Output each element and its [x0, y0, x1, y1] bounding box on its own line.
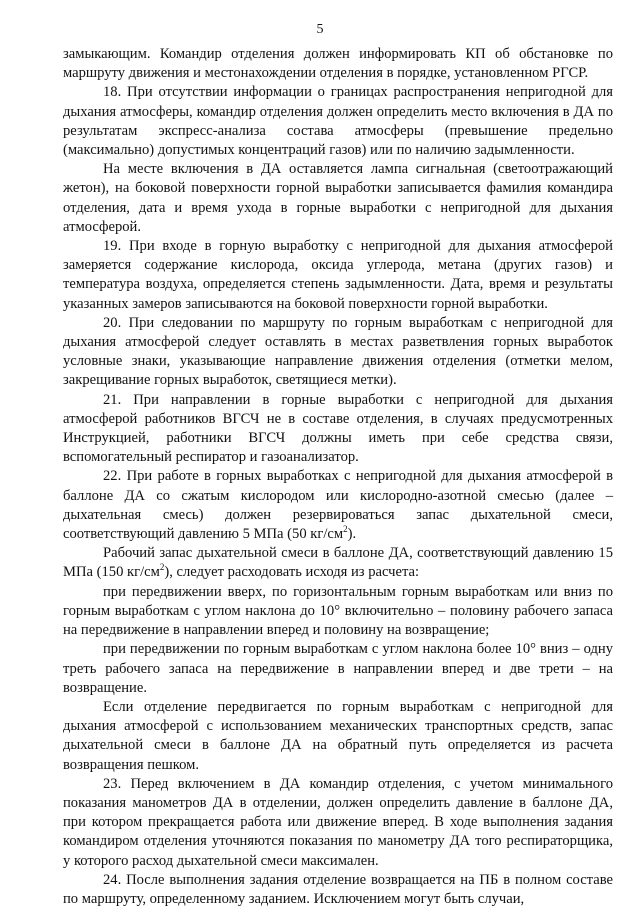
page-number: 5 — [316, 22, 324, 37]
paragraph-text: Если отделение передвигается по горным выработкам с непригодной для дыхания атмосферой с использованием механических транспортных средств, запас дыхательной смеси в баллоне ДА на обратный путь определяется из расчета возвращения пешком. — [63, 698, 613, 773]
paragraph-22-upward-movement — [63, 583, 613, 641]
paragraph-24 — [63, 871, 613, 909]
paragraph-22-working-reserve — [63, 544, 613, 582]
paragraph-text: 18. При отсутствии информации о границах распространения непригодной для дыхания атмосферы, командир отделения должен определить место включения в ДА по результатам экспресс-анализа состава атмосферы (превышение предельно (максимально) допустимых концентраций газов) или по наличию задымленности. — [63, 84, 613, 159]
paragraph-22 — [63, 467, 613, 544]
paragraph-text: 23. Перед включением в ДА командир отделения, с учетом минимального показания манометров ДА в отделении, должен определить давление в баллоне ДА, при котором прекращается работа или движение вперед. В ходе выполнения задания командиром отделения уточняются показания по манометру ДА того респираторщика, у которого расход дыхательной смеси максимален. — [63, 775, 613, 869]
paragraph-18 — [63, 83, 613, 160]
paragraph-22-transport — [63, 698, 613, 775]
paragraph-text: 22. При работе в горных выработках с непригодной для дыхания атмосферой в баллоне ДА со сжатым кислородом или кислородно-азотной смесью (далее – дыхательная смесь) должен резервироваться запас дыхательной смеси, соответствующий давлению 5 МПа (50 кг/см — [63, 468, 613, 543]
paragraph-text: замыкающим. Командир отделения должен информировать КП об обстановке по маршруту движения и местонахождении отделения в порядке, установленном РГСР. — [63, 46, 613, 82]
paragraph-tail: ). — [347, 526, 357, 543]
paragraph-text: 19. При входе в горную выработку с непригодной для дыхания атмосферой замеряется содержание кислорода, оксида углерода, метана (других газов) и температура воздуха, определяется степень задымленности. Дата, время и результаты указанных замеров записываются на боковой поверхности горной выработки. — [63, 238, 613, 312]
paragraph-text: Рабочий запас дыхательной смеси в баллоне ДА, соответствующий давлению 15 МПа (150 кг/см — [63, 545, 613, 581]
superscript: 2 — [343, 524, 348, 535]
superscript: 2 — [159, 562, 165, 573]
paragraph-23 — [63, 775, 613, 871]
paragraph-text: при передвижении вверх, по горизонтальным горным выработкам или вниз по горным выработкам с углом наклона до 10° включительно – половину рабочего запаса на передвижение в направлении вперед и половину на возвращение; — [63, 583, 613, 639]
paragraph-text: 21. При направлении в горные выработки с непригодной для дыхания атмосферой работников ВГСЧ не в составе отделения, в случаях предусмотренных Инструкцией, работники ВГСЧ должны иметь при себе средства связи, вспомогательный респиратор и газоанализатор. — [63, 391, 613, 466]
paragraph-continuation — [63, 45, 613, 83]
paragraph-text: На месте включения в ДА оставляется лампа сигнальная (светоотражающий жетон), на боковой поверхности горной выработки записывается фамилия командира отделения, дата и время ухода в горные выработки с непригодной для дыхания атмосферой. — [63, 161, 613, 235]
paragraph-22-downward-movement — [63, 640, 613, 698]
paragraph-text: 24. После выполнения задания отделение возвращается на ПБ в полном составе по маршруту, определенному заданием. Исключением могут быть случаи, — [63, 871, 613, 907]
paragraph-20 — [63, 314, 613, 391]
document-body — [63, 45, 613, 909]
paragraph-tail: ), следует расходовать исходя из расчета: — [164, 564, 420, 581]
paragraph-18-signal-lamp — [63, 160, 613, 237]
paragraph-text: при передвижении по горным выработкам с углом наклона более 10° вниз – одну треть рабочего запаса на передвижение в направлении вперед и две трети – на возвращение. — [63, 641, 613, 696]
paragraph-text: 20. При следовании по маршруту по горным выработкам с непригодной для дыхания атмосферой следует оставлять в местах разветвления горных выработок условные знаки, указывающие направление движения отделения (отметки мелом, закрещивание горных выработок, светящиеся метки). — [63, 314, 613, 389]
paragraph-21 — [63, 391, 613, 468]
paragraph-19 — [63, 237, 613, 314]
